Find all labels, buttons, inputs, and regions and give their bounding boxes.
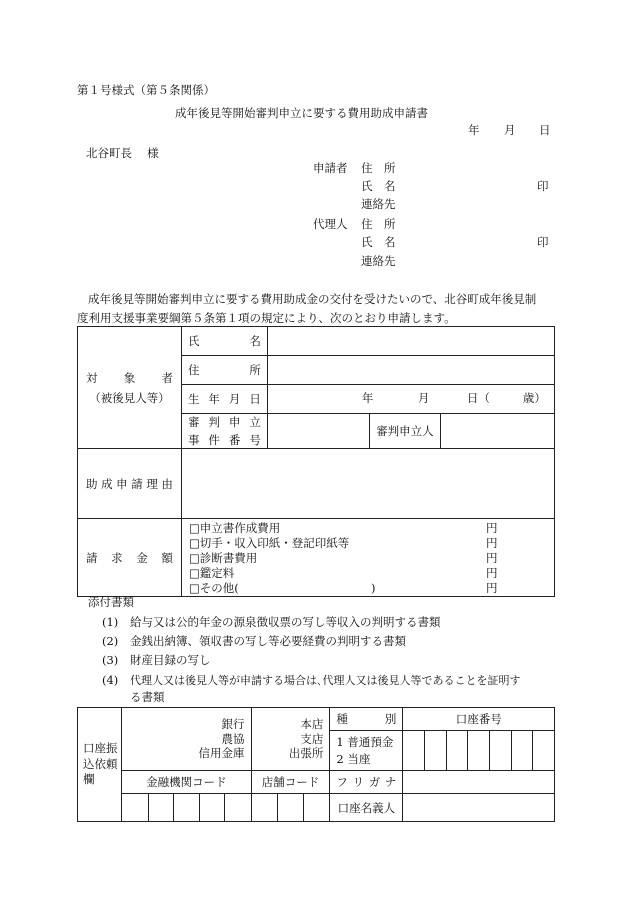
case-number-field[interactable] (267, 414, 369, 449)
attachment-num-2: (2) (102, 634, 119, 648)
birth-label-cell: 生 年 月 日 (181, 385, 267, 414)
account-type-options[interactable]: 1 普通預金 2 当座 (330, 731, 403, 771)
attachments-heading: 添付書類 (88, 595, 134, 609)
account-digit[interactable] (533, 731, 555, 771)
bank-code-digit[interactable] (174, 794, 200, 822)
agent-contact-label: 連絡先 (361, 254, 396, 268)
item-checkbox-4[interactable]: □鑑定料 (188, 565, 235, 580)
body-text-line1: 成年後見等開始審判申立に要する費用助成金の交付を受けたいので、北谷町成年後見制 (88, 292, 537, 306)
amount-items-cell (181, 519, 554, 597)
attachment-text-3: 財産目録の写し (130, 653, 211, 667)
account-holder-field[interactable] (403, 794, 555, 822)
item-unit-1: 円 (485, 520, 498, 535)
address-label-cell: 住 所 (181, 356, 267, 385)
date-day: 日 (539, 123, 551, 137)
account-number-label: 口座番号 (403, 708, 555, 731)
other-close-paren: ) (370, 580, 376, 595)
date-year: 年 (468, 123, 480, 137)
applicant-address-label: 住 所 (361, 161, 396, 175)
item-unit-2: 円 (485, 535, 498, 550)
item-checkbox-3[interactable]: □診断書費用 (188, 550, 258, 565)
date-month: 月 (504, 123, 516, 137)
target-name-field[interactable] (267, 327, 554, 356)
case-number-label-cell: 審 判 申 立 事 件 番 号 (181, 414, 267, 449)
account-type-label: 種 別 (330, 708, 403, 731)
agent-address-label: 住 所 (361, 217, 396, 231)
attachment-num-3: (3) (102, 653, 119, 667)
account-holder-label: 口座名義人 (330, 794, 403, 822)
item-unit-3: 円 (485, 550, 498, 565)
reason-field[interactable] (181, 449, 554, 519)
branch-code-digit[interactable] (251, 794, 278, 822)
account-digit[interactable] (511, 731, 533, 771)
branch-code-digit[interactable] (303, 794, 330, 822)
body-text-line2: 度利用支援事業要綱第５条第１項の規定により、次のとおり申請します。 (77, 311, 456, 325)
applicant-seal: 印 (537, 179, 549, 193)
agent-seal: 印 (537, 235, 549, 249)
target-person-sublabel: （被後見人等） (89, 390, 170, 405)
bank-name-field[interactable]: 銀行 農協 信用金庫 (122, 708, 251, 771)
furigana-label: フ リ ガ ナ (330, 771, 403, 794)
branch-code-label: 店舗コード (251, 771, 330, 794)
attachment-text-4-cont: る書類 (130, 690, 165, 704)
amount-label-cell: 請 求 金 額 (78, 519, 182, 597)
form-number: 第１号様式（第５条関係） (77, 83, 215, 97)
account-digit[interactable] (468, 731, 490, 771)
bank-transfer-table (77, 707, 555, 822)
item-checkbox-2[interactable]: □切手・収入印紙・登記印紙等 (188, 535, 350, 550)
bank-code-digit[interactable] (225, 794, 251, 822)
account-digit[interactable] (446, 731, 468, 771)
applicant-contact-label: 連絡先 (361, 197, 396, 211)
bank-code-digit[interactable] (148, 794, 174, 822)
applicant-label: 申請者 (313, 161, 348, 175)
account-digit[interactable] (403, 731, 425, 771)
name-label-cell: 氏 名 (181, 327, 267, 356)
attachment-text-4: 代理人又は後見人等が申請する場合は､代理人又は後見人等であることを証明す (130, 674, 521, 687)
account-digit[interactable] (425, 731, 447, 771)
agent-name-label: 氏 名 (361, 235, 396, 249)
item-unit-5: 円 (485, 580, 498, 595)
petitioner-label: 審判申立人 (369, 414, 441, 449)
attachment-num-1: (1) (102, 615, 119, 629)
petitioner-field[interactable] (441, 414, 555, 449)
item-checkbox-1[interactable]: □申立書作成費用 (188, 520, 281, 535)
birthdate-field[interactable]: 年 月 日（ 歳） (267, 385, 554, 414)
bank-code-digit[interactable] (199, 794, 225, 822)
bank-side-label: 口座振 込依頼 欄 (78, 708, 122, 822)
furigana-field[interactable] (403, 771, 555, 794)
page-title: 成年後見等開始審判申立に要する費用助成申請書 (175, 106, 428, 120)
item-unit-4: 円 (485, 565, 498, 580)
account-digit[interactable] (489, 731, 511, 771)
reason-label-cell: 助 成 申 請 理 由 (78, 449, 182, 519)
branch-name-field[interactable]: 本店 支店 出張所 (251, 708, 330, 771)
attachment-text-1: 給与又は公的年金の源泉徴収票の写し等収入の判明する書類 (130, 615, 441, 629)
applicant-name-label: 氏 名 (361, 179, 396, 193)
attachment-num-4: (4) (102, 673, 119, 687)
target-address-field[interactable] (267, 356, 554, 385)
bank-code-digit[interactable] (122, 794, 148, 822)
bank-code-label: 金融機関コード (122, 771, 251, 794)
item-checkbox-5[interactable]: □その他( (188, 580, 239, 595)
target-person-label: 対 象 者 (86, 370, 173, 385)
branch-code-digit[interactable] (278, 794, 304, 822)
agent-label: 代理人 (313, 217, 348, 231)
target-person-header (78, 327, 182, 449)
attachment-text-2: 金銭出納簿、領収書の写し等必要経費の判明する書類 (130, 634, 406, 648)
addressee: 北谷町長 様 (86, 146, 159, 160)
application-table (77, 326, 555, 597)
